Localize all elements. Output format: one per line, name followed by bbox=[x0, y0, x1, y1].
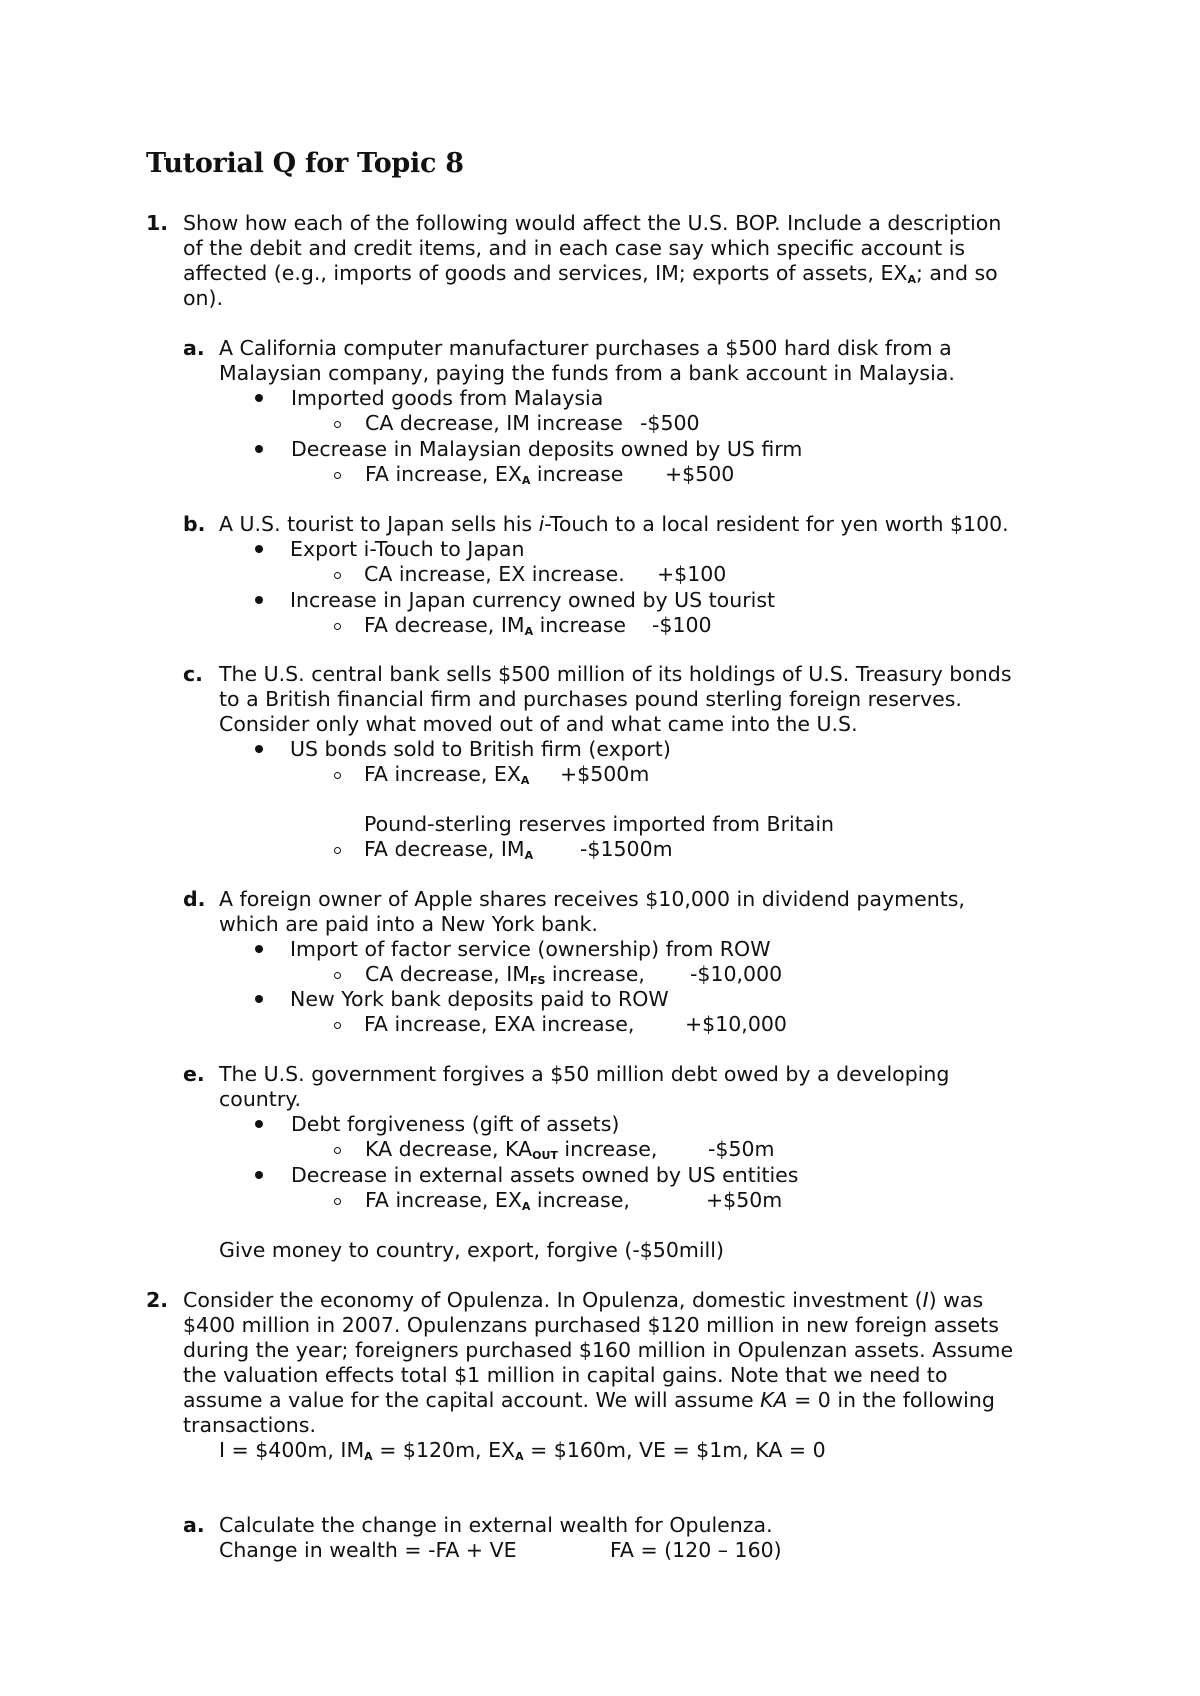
q1a-line-1: A California computer manufacturer purchases a $500 hard disk from a bbox=[219, 336, 952, 360]
q2-line-4: the valuation effects total $1 million in capital gains. Note that we need to bbox=[183, 1363, 948, 1387]
bullet-icon bbox=[255, 596, 263, 604]
q1e-item-1-amount: -$50m bbox=[708, 1137, 775, 1161]
circle-bullet-icon bbox=[334, 572, 341, 579]
bullet-icon bbox=[255, 394, 263, 402]
q2-line-1: Consider the economy of Opulenza. In Opulenza, domestic investment (I) was bbox=[183, 1288, 984, 1312]
q1e-line-1: The U.S. government forgives a $50 million debt owed by a developing bbox=[219, 1062, 950, 1086]
q2a-line-1: Calculate the change in external wealth for Opulenza. bbox=[219, 1513, 773, 1537]
bullet-icon bbox=[255, 995, 263, 1003]
q1c-letter: c. bbox=[183, 662, 203, 686]
q1d-item-1: CA decrease, $IM_{FS}$ increase, bbox=[365, 962, 645, 987]
q1c-bullet-1: US bonds sold to British firm (export) bbox=[290, 737, 671, 761]
q1-line-3: affected (e.g., imports of goods and services, IM; exports of assets, $EX_A$; and so bbox=[183, 261, 998, 286]
q1d-bullet-1: Import of factor service (ownership) from ROW bbox=[290, 937, 771, 961]
q1b-item-1-amount: +$100 bbox=[657, 562, 727, 586]
q1e-bullet-2: Decrease in external assets owned by US entities bbox=[291, 1163, 799, 1187]
circle-bullet-icon bbox=[334, 1147, 341, 1154]
q1d-item-2: FA increase, EXA increase, bbox=[364, 1012, 635, 1036]
q1a-bullet-1: Imported goods from Malaysia bbox=[291, 386, 604, 410]
bullet-icon bbox=[255, 1120, 263, 1128]
q1b-line-1: A U.S. tourist to Japan sells his i-Touch to a local resident for yen worth $100. bbox=[219, 512, 1009, 536]
q2a-equation-2: FA = (120 – 160) bbox=[610, 1538, 782, 1562]
q1c-item-2: FA decrease, $IM_A$ bbox=[364, 837, 534, 862]
q1d-letter: d. bbox=[183, 887, 206, 911]
q1e-note: Give money to country, export, forgive (-$50mill) bbox=[219, 1238, 724, 1262]
q1b-item-2: FA decrease, $IM_A$ increase bbox=[364, 613, 626, 638]
q1a-item-2-amount: +$500 bbox=[665, 462, 735, 486]
circle-bullet-icon bbox=[334, 847, 341, 854]
circle-bullet-icon bbox=[334, 421, 341, 428]
question-1-number: 1. bbox=[146, 211, 169, 235]
circle-bullet-icon bbox=[334, 472, 341, 479]
q1a-letter: a. bbox=[183, 336, 205, 360]
bullet-icon bbox=[255, 945, 263, 953]
q1c-line-3: Consider only what moved out of and what came into the U.S. bbox=[219, 712, 858, 736]
q1d-line-2: which are paid into a New York bank. bbox=[219, 912, 598, 936]
q1a-item-1-amount: -$500 bbox=[640, 411, 700, 435]
q1d-bullet-2: New York bank deposits paid to ROW bbox=[290, 987, 669, 1011]
q1a-bullet-2: Decrease in Malaysian deposits owned by US firm bbox=[291, 437, 803, 461]
q1e-item-2: FA increase, $EX_A$ increase, bbox=[365, 1188, 630, 1213]
q1-line-4: on). bbox=[183, 286, 224, 310]
circle-bullet-icon bbox=[334, 623, 341, 630]
q1b-bullet-1: Export i-Touch to Japan bbox=[290, 537, 525, 561]
q1e-item-1: KA decrease, $KA_{OUT}$ increase, bbox=[365, 1137, 658, 1162]
q2-line-3: during the year; foreigners purchased $160 million in Opulenzan assets. Assume bbox=[183, 1338, 1014, 1362]
page-title: Tutorial Q for Topic 8 bbox=[146, 148, 464, 179]
bullet-icon bbox=[255, 545, 263, 553]
q1c-line-1: The U.S. central bank sells $500 million of its holdings of U.S. Treasury bonds bbox=[219, 662, 1012, 686]
circle-bullet-icon bbox=[334, 972, 341, 979]
q2-line-6: transactions. bbox=[183, 1413, 316, 1437]
bullet-icon bbox=[255, 445, 263, 453]
q1b-item-2-amount: -$100 bbox=[652, 613, 712, 637]
q1d-item-2-amount: +$10,000 bbox=[685, 1012, 787, 1036]
bullet-icon bbox=[255, 1171, 263, 1179]
q1e-item-2-amount: +$50m bbox=[706, 1188, 783, 1212]
q1b-letter: b. bbox=[183, 512, 206, 536]
q2-line-2: $400 million in 2007. Opulenzans purchased $120 million in new foreign assets bbox=[183, 1313, 999, 1337]
q1a-item-2: FA increase, $EX_A$ increase bbox=[365, 462, 624, 487]
q1e-line-2: country. bbox=[219, 1087, 301, 1111]
q1c-line-2: to a British financial firm and purchases pound sterling foreign reserves. bbox=[219, 687, 962, 711]
q2-formula: I = $400m, $IM_A$ = $120m, $EX_A$ = $160m, VE = $1m, KA = 0 bbox=[219, 1438, 826, 1463]
question-2-number: 2. bbox=[146, 1288, 169, 1312]
q1c-item-1-amount: +$500m bbox=[560, 762, 650, 786]
q1c-item-2-amount: -$1500m bbox=[580, 837, 673, 861]
q1-line-2: of the debit and credit items, and in each case say which specific account is bbox=[183, 236, 966, 260]
q1-line-1: Show how each of the following would affect the U.S. BOP. Include a description bbox=[183, 211, 1002, 235]
circle-bullet-icon bbox=[334, 1022, 341, 1029]
q1c-item-1: FA increase, $EX_A$ bbox=[364, 762, 530, 787]
q1d-item-1-amount: -$10,000 bbox=[690, 962, 783, 986]
q1c-note: Pound-sterling reserves imported from Britain bbox=[364, 812, 835, 836]
q1b-item-1: CA increase, EX increase. bbox=[364, 562, 625, 586]
q2-line-5: assume a value for the capital account. We will assume KA = 0 in the following bbox=[183, 1388, 995, 1412]
circle-bullet-icon bbox=[334, 772, 341, 779]
q1e-letter: e. bbox=[183, 1062, 205, 1086]
q1b-bullet-2: Increase in Japan currency owned by US tourist bbox=[290, 588, 776, 612]
bullet-icon bbox=[255, 745, 263, 753]
q1a-item-1: CA decrease, IM increase bbox=[365, 411, 623, 435]
q1d-line-1: A foreign owner of Apple shares receives $10,000 in dividend payments, bbox=[219, 887, 965, 911]
circle-bullet-icon bbox=[334, 1198, 341, 1205]
q2a-equation-1: Change in wealth = -FA + VE bbox=[219, 1538, 517, 1562]
q1a-line-2: Malaysian company, paying the funds from a bank account in Malaysia. bbox=[219, 361, 955, 385]
q1e-bullet-1: Debt forgiveness (gift of assets) bbox=[291, 1112, 620, 1136]
q2a-letter: a. bbox=[183, 1513, 205, 1537]
